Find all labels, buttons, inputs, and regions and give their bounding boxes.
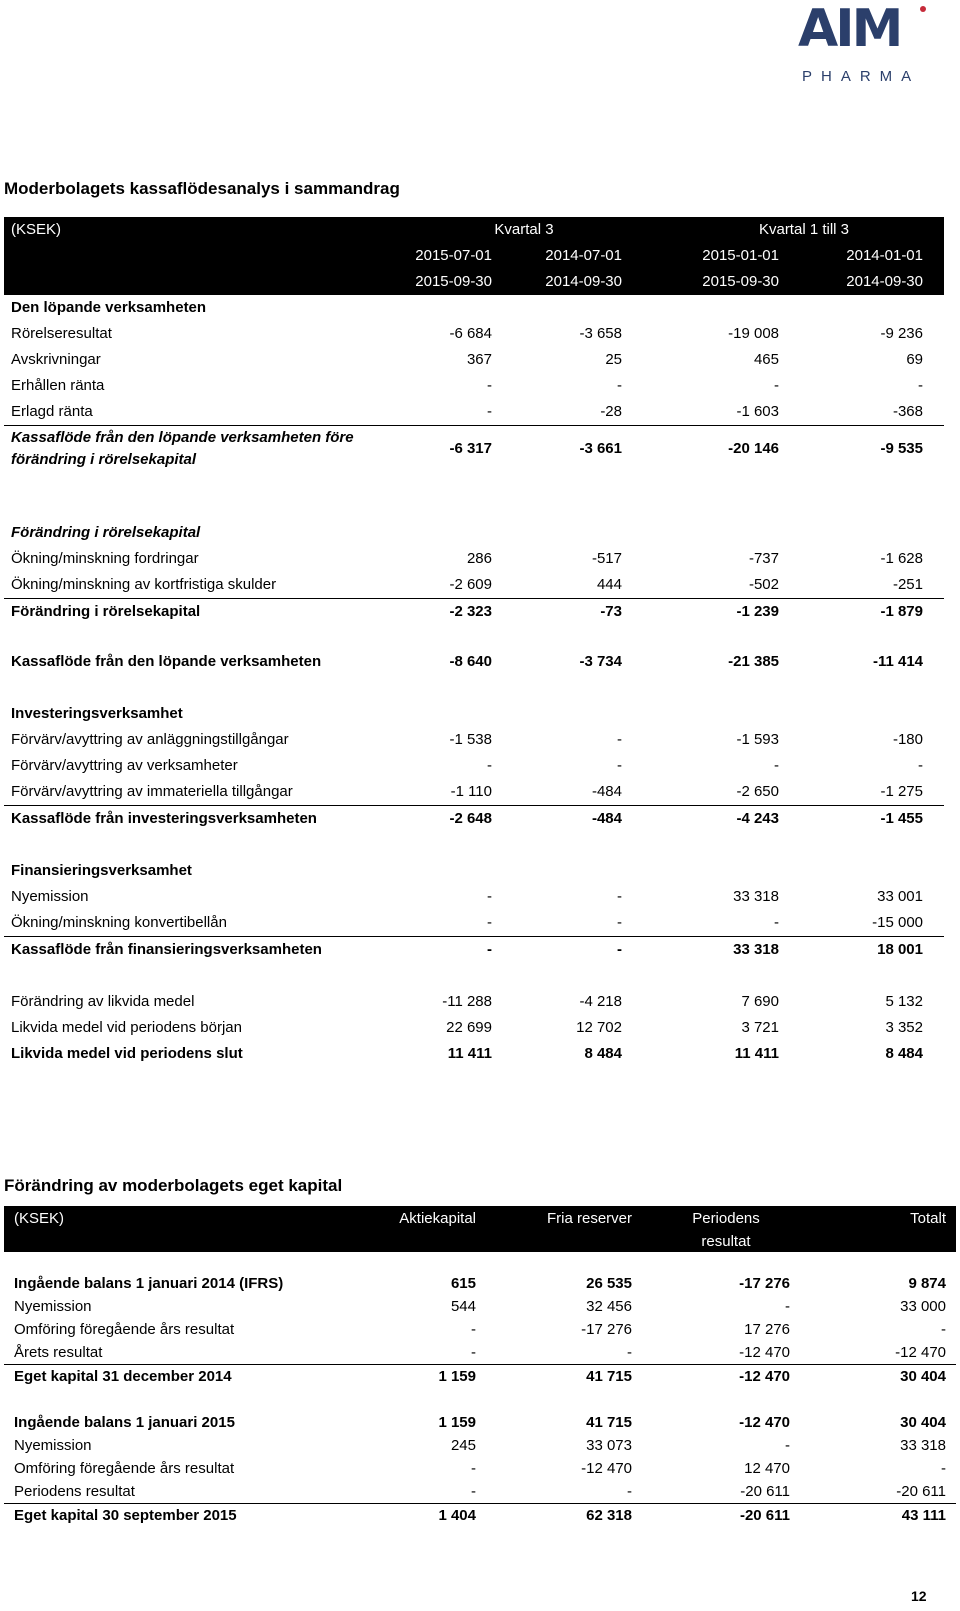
- cashflow-header-row: [4, 217, 944, 243]
- row-label: Årets resultat: [14, 1344, 103, 1361]
- section-heading: [4, 295, 944, 321]
- cell: 12 470: [744, 1460, 790, 1477]
- section-heading: [4, 858, 944, 884]
- cell: -28: [600, 403, 622, 420]
- cell: -: [774, 757, 779, 774]
- cell: 1 404: [438, 1507, 476, 1524]
- table-row: [4, 884, 944, 910]
- cashflow-to-row: [4, 269, 944, 295]
- cell: -1 275: [880, 783, 923, 800]
- equity-title: Förändring av moderbolagets eget kapital: [4, 1176, 343, 1195]
- cell: -12 470: [895, 1344, 946, 1361]
- cell: -1 628: [880, 550, 923, 567]
- row-label: Ökning/minskning av kortfristiga skulder: [11, 576, 277, 593]
- section-label: Finansieringsverksamhet: [11, 862, 192, 879]
- section-heading: [4, 701, 944, 727]
- section-label: Den löpande verksamheten: [11, 299, 207, 316]
- cell: 8 484: [885, 1045, 923, 1062]
- table-row: [4, 1457, 956, 1480]
- col-periodens-resultat: [656, 1207, 796, 1253]
- cell: -20 611: [740, 1483, 790, 1500]
- cell: -: [941, 1321, 946, 1338]
- row-label: Nyemission: [14, 1298, 92, 1315]
- cell: -4 218: [579, 993, 622, 1010]
- cell: -180: [892, 731, 923, 748]
- cell: -1 455: [880, 810, 923, 827]
- row-label: Ökning/minskning fordringar: [11, 550, 199, 567]
- cell: -6 684: [449, 325, 492, 342]
- row-label: Ingående balans 1 januari 2014 (IFRS): [14, 1275, 284, 1292]
- cashflow-title: Moderbolagets kassaflödesanalys i sammandrag: [4, 179, 400, 198]
- cell: -3 661: [579, 440, 622, 457]
- cell: -12 470: [739, 1344, 790, 1361]
- cell: -: [471, 1483, 476, 1500]
- cell: -484: [591, 783, 622, 800]
- cell: 30 404: [900, 1368, 946, 1385]
- cell: -737: [748, 550, 779, 567]
- table-row: [4, 572, 944, 599]
- cell: -17 276: [581, 1321, 632, 1338]
- cell: -12 470: [739, 1368, 790, 1385]
- row-label: Avskrivningar: [11, 351, 101, 368]
- cell: 615: [450, 1275, 476, 1292]
- section-heading: [4, 520, 944, 546]
- from-date: 2015-07-01: [415, 247, 492, 264]
- cell: -12 470: [581, 1460, 632, 1477]
- table-row: [4, 779, 944, 806]
- cell: 17 276: [744, 1321, 790, 1338]
- cell: 11 411: [447, 1045, 492, 1062]
- table-row: [4, 989, 944, 1015]
- cell: -: [617, 941, 622, 958]
- cell: 32 456: [586, 1298, 632, 1315]
- col-label-line: Periodens: [692, 1210, 760, 1227]
- cell: 9 874: [908, 1275, 946, 1292]
- row-label: Förvärv/avyttring av verksamheter: [11, 757, 238, 774]
- row-label: Ökning/minskning konvertibellån: [11, 914, 227, 931]
- cell: -: [617, 757, 622, 774]
- table-row: [4, 1295, 956, 1318]
- cell: -: [617, 888, 622, 905]
- table-row-subtotal: [4, 806, 944, 832]
- row-label: Nyemission: [11, 888, 89, 905]
- equity-header-row: [4, 1206, 956, 1252]
- to-date: 2014-09-30: [545, 273, 622, 290]
- cell: -: [918, 377, 923, 394]
- cell: -: [627, 1483, 632, 1500]
- cell: -368: [892, 403, 923, 420]
- row-label: Ingående balans 1 januari 2015: [14, 1414, 235, 1431]
- table-row: [4, 321, 944, 347]
- table-row-total: [4, 1504, 956, 1527]
- cell: 245: [450, 1437, 476, 1454]
- row-label: Kassaflöde från investeringsverksamheten: [11, 810, 317, 827]
- table-row: [4, 1015, 944, 1041]
- row-label: Periodens resultat: [14, 1483, 135, 1500]
- row-label-line: förändring i rörelsekapital: [11, 451, 197, 468]
- cell: 33 318: [733, 888, 779, 905]
- cell: 18 001: [877, 941, 923, 958]
- row-label: Likvida medel vid periodens början: [11, 1019, 242, 1036]
- group-kvartal3: Kvartal 3: [494, 221, 554, 238]
- cell: -20 611: [896, 1483, 946, 1500]
- section-label: Förändring i rörelsekapital: [11, 524, 201, 541]
- table-row-total: [4, 1041, 944, 1067]
- cell: 367: [466, 351, 492, 368]
- cell: -1 593: [736, 731, 779, 748]
- cell: -1 538: [449, 731, 492, 748]
- cell: -: [941, 1460, 946, 1477]
- from-date: 2015-01-01: [702, 247, 779, 264]
- cell: 12 702: [576, 1019, 622, 1036]
- cell: 26 535: [586, 1275, 632, 1292]
- row-label: Omföring föregående års resultat: [14, 1460, 235, 1477]
- table-row: [4, 546, 944, 572]
- col-fria-reserver: Fria reserver: [546, 1210, 632, 1227]
- cell: -2 648: [449, 810, 492, 827]
- cell: -: [785, 1437, 790, 1454]
- table-row: [4, 1480, 956, 1504]
- page-number: 12: [911, 1588, 927, 1604]
- row-label: Erlagd ränta: [11, 403, 93, 420]
- row-label: Erhållen ränta: [11, 377, 105, 394]
- cell: -20 611: [739, 1507, 790, 1524]
- row-label: Förvärv/avyttring av anläggningstillgångar: [11, 731, 289, 748]
- cell: 11 411: [734, 1045, 779, 1062]
- cell: 544: [450, 1298, 476, 1315]
- row-label: Eget kapital 30 september 2015: [14, 1507, 237, 1524]
- cell: -: [487, 377, 492, 394]
- cell: -1 879: [880, 603, 923, 620]
- cell: 465: [753, 351, 779, 368]
- row-label: Likvida medel vid periodens slut: [11, 1045, 243, 1062]
- cell: 444: [596, 576, 622, 593]
- table-row-subtotal: [4, 599, 944, 625]
- cell: -: [627, 1344, 632, 1361]
- row-label: Rörelseresultat: [11, 325, 112, 342]
- cashflow-table: [4, 217, 944, 1067]
- cell: -: [487, 403, 492, 420]
- cell: 33 318: [733, 941, 779, 958]
- col-aktiekapital: Aktiekapital: [399, 1210, 476, 1227]
- cell: -3 734: [579, 653, 622, 670]
- cell: -: [471, 1344, 476, 1361]
- row-label: Förvärv/avyttring av immateriella tillgångar: [11, 783, 293, 800]
- cell: 69: [906, 351, 923, 368]
- cell: -3 658: [579, 325, 622, 342]
- cell: 5 132: [885, 993, 923, 1010]
- table-row: [4, 373, 944, 399]
- cell: 33 073: [586, 1437, 632, 1454]
- unit-label: (KSEK): [11, 221, 62, 238]
- cell: -: [471, 1321, 476, 1338]
- cell: 33 000: [900, 1298, 946, 1315]
- cell: -: [471, 1460, 476, 1477]
- cell: -15 000: [872, 914, 923, 931]
- row-label: Kassaflöde från den löpande verksamheten: [11, 653, 322, 670]
- cell: -21 385: [728, 653, 779, 670]
- cell: -11 414: [872, 653, 923, 670]
- cell: 33 001: [877, 888, 923, 905]
- table-row: [4, 910, 944, 937]
- cell: -8 640: [449, 653, 492, 670]
- cell: -9 535: [880, 440, 923, 457]
- cell: -: [487, 888, 492, 905]
- cell: -12 470: [739, 1414, 790, 1431]
- table-row: [4, 1341, 956, 1365]
- cell: 3 721: [741, 1019, 779, 1036]
- cell: -502: [748, 576, 779, 593]
- table-row-subtotal: [4, 937, 944, 963]
- logo-sub-text: PHARMA: [802, 68, 921, 85]
- row-label: Nyemission: [14, 1437, 92, 1454]
- group-kvartal1till3: Kvartal 1 till 3: [758, 221, 850, 238]
- table-row-total: [4, 649, 944, 675]
- cell: -2 609: [449, 576, 492, 593]
- cell: 41 715: [586, 1368, 632, 1385]
- cell: -: [918, 757, 923, 774]
- cell: -4 243: [736, 810, 779, 827]
- cell: 41 715: [586, 1414, 632, 1431]
- cell: -20 146: [728, 440, 779, 457]
- cell: 30 404: [900, 1414, 946, 1431]
- company-logo: [798, 0, 938, 92]
- cell: -: [774, 914, 779, 931]
- cell: 8 484: [584, 1045, 622, 1062]
- to-date: 2014-09-30: [846, 273, 923, 290]
- cashflow-from-row: [4, 243, 944, 269]
- cell: -17 276: [739, 1275, 790, 1292]
- cell: -19 008: [728, 325, 779, 342]
- cell: -: [487, 914, 492, 931]
- row-label: Eget kapital 31 december 2014: [14, 1368, 232, 1385]
- from-date: 2014-01-01: [846, 247, 923, 264]
- cell: -1 239: [736, 603, 779, 620]
- cell: -251: [892, 576, 923, 593]
- cell: -: [617, 731, 622, 748]
- table-row: [4, 1318, 956, 1341]
- cell: -517: [591, 550, 622, 567]
- cell: -: [774, 377, 779, 394]
- cell: -2 650: [736, 783, 779, 800]
- cell: -: [487, 757, 492, 774]
- cell: -73: [600, 603, 622, 620]
- cell: 3 352: [885, 1019, 923, 1036]
- logo-dot: [920, 6, 926, 12]
- cell: 7 690: [741, 993, 779, 1010]
- table-row: [4, 1272, 956, 1295]
- cell: 1 159: [438, 1414, 476, 1431]
- row-label: Omföring föregående års resultat: [14, 1321, 235, 1338]
- cell: 33 318: [900, 1437, 946, 1454]
- cell: -11 288: [442, 993, 492, 1010]
- table-row-subtotal: [4, 426, 944, 472]
- row-label: Förändring i rörelsekapital: [11, 603, 201, 620]
- table-row: [4, 347, 944, 373]
- table-row: [4, 399, 944, 426]
- table-row: [4, 1434, 956, 1457]
- cell: -: [617, 377, 622, 394]
- table-row: [4, 1411, 956, 1434]
- cell: -: [617, 914, 622, 931]
- cell: -: [785, 1298, 790, 1315]
- row-label-line: Kassaflöde från den löpande verksamheten före: [11, 429, 354, 446]
- cell: -6 317: [449, 440, 492, 457]
- row-label: Kassaflöde från finansieringsverksamheten: [11, 941, 322, 958]
- table-row: [4, 753, 944, 779]
- cell: -484: [591, 810, 622, 827]
- cell: -9 236: [880, 325, 923, 342]
- row-label: [11, 427, 354, 471]
- logo-main-text: AIM: [798, 0, 901, 59]
- cell: -2 323: [449, 603, 492, 620]
- row-label: Förändring av likvida medel: [11, 993, 195, 1010]
- section-label: Investeringsverksamhet: [11, 705, 183, 722]
- equity-table: [4, 1206, 956, 1527]
- cell: -1 603: [736, 403, 779, 420]
- table-row-total: [4, 1365, 956, 1388]
- cell: 22 699: [446, 1019, 492, 1036]
- cell: -1 110: [450, 783, 492, 800]
- cell: -: [487, 941, 492, 958]
- table-row: [4, 727, 944, 753]
- col-totalt: Totalt: [910, 1210, 946, 1227]
- unit-label: (KSEK): [14, 1210, 65, 1227]
- from-date: 2014-07-01: [545, 247, 622, 264]
- cell: 1 159: [438, 1368, 476, 1385]
- cell: 43 111: [901, 1507, 946, 1524]
- to-date: 2015-09-30: [415, 273, 492, 290]
- cell: 62 318: [586, 1507, 632, 1524]
- to-date: 2015-09-30: [702, 273, 779, 290]
- col-label-line: resultat: [701, 1233, 751, 1250]
- cell: 286: [466, 550, 492, 567]
- cell: 25: [605, 351, 622, 368]
